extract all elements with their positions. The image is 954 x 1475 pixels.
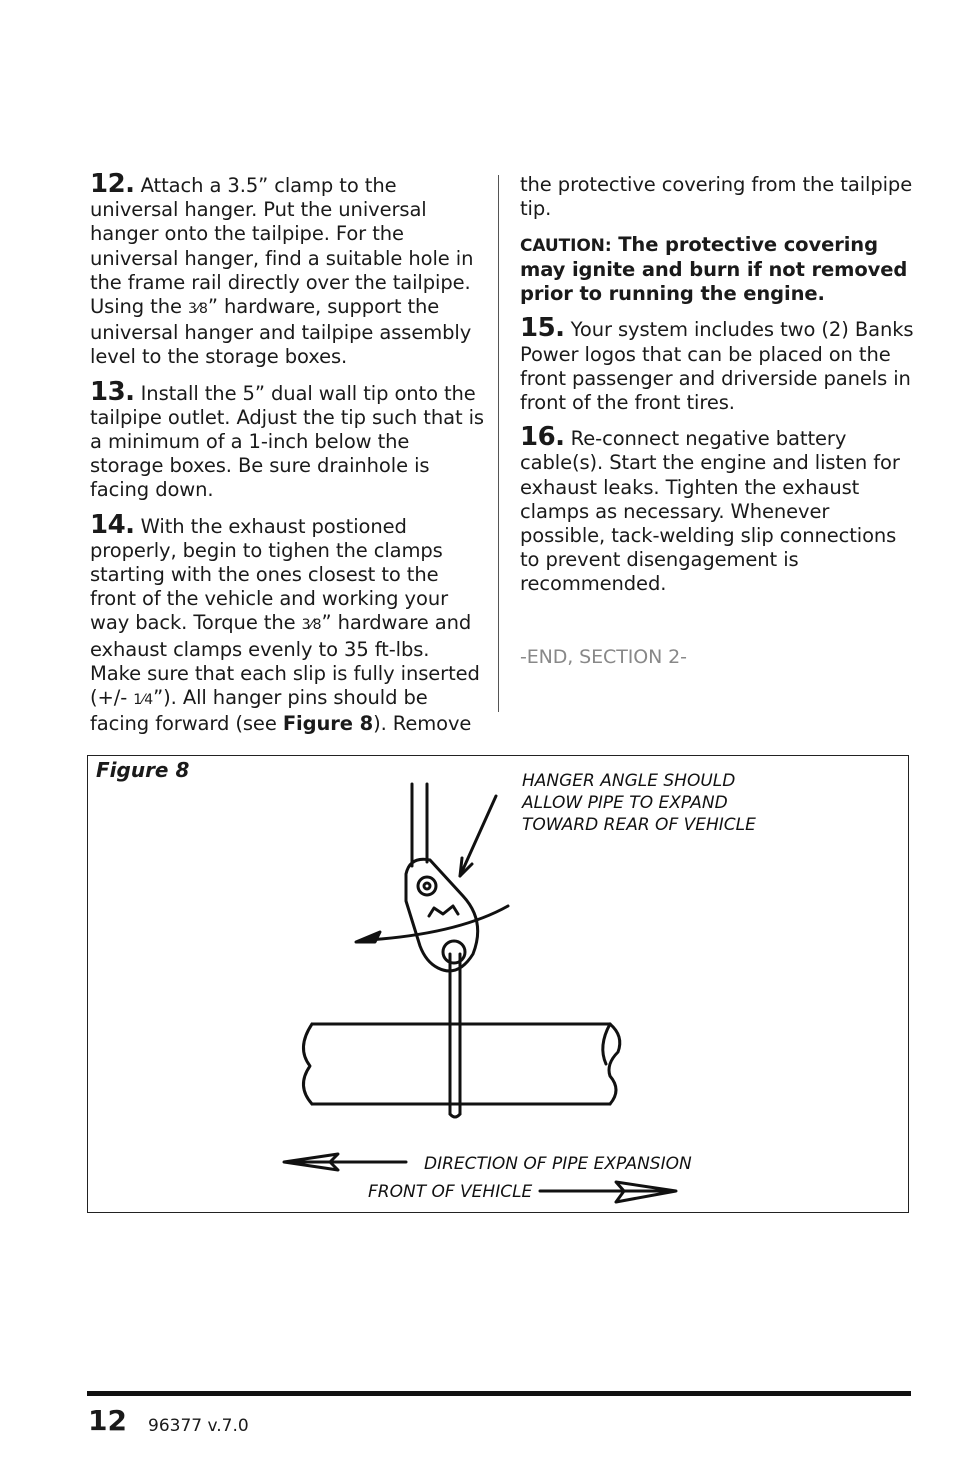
- step-13-text: Install the 5” dual wall tip onto the tailpipe outlet. Adjust the tip such that is a minimum of a 1-inch below the storage boxes. Be sure drainhole is facing down.: [90, 381, 484, 502]
- hanger-notch: [429, 906, 458, 916]
- step-13-number: 13.: [90, 376, 135, 407]
- lower-pin-hole: [443, 941, 465, 963]
- figure-reference: Figure 8: [282, 712, 374, 736]
- right-column: [520, 173, 915, 688]
- figure-8: [87, 755, 909, 1213]
- callout-leader: [460, 796, 496, 876]
- column-divider: [498, 175, 499, 712]
- fraction-three-eighths: 3⁄8: [301, 617, 322, 634]
- pipe-right-end-inner: [603, 1024, 610, 1064]
- callout-line-3: TOWARD REAR OF VEHICLE: [522, 815, 756, 835]
- figure-label: Figure 8: [96, 758, 190, 782]
- step-14-text-1: With the exhaust postioned properly, begin to tighen the clamps starting with the ones closest to the front of the vehicle and working your way back. Torque the: [90, 514, 449, 635]
- step-16-number: 16.: [520, 422, 565, 453]
- step-15-number: 15.: [520, 313, 565, 344]
- step-16: [520, 422, 915, 596]
- step-14-number: 14.: [90, 509, 135, 540]
- caution-note: [520, 233, 915, 306]
- caution-text: The protective covering may ignite and burn if not removed prior to running the engine.: [520, 233, 908, 306]
- step-12: [90, 169, 485, 370]
- step-16-text: Re-connect negative battery cable(s). Start the engine and listen for exhaust leaks. Tighten the exhaust clamps as necessary. Whenever possible, tack-welding slip connections to prevent disengagement is recommended.: [520, 427, 900, 596]
- upper-bolt-hole: [418, 877, 436, 895]
- step-15-text: Your system includes two (2) Banks Power logos that can be placed on the front passenger and driverside panels in front of the front tires.: [520, 318, 914, 415]
- step-12-text-end: ” hardware, support the universal hanger and tailpipe assembly level to the storage boxes.: [90, 295, 472, 369]
- step-12-number: 12.: [90, 169, 135, 199]
- step-14-text-3: ”). All hanger pins should be facing forward (see: [90, 686, 428, 736]
- step-15: [520, 313, 915, 415]
- upper-bolt-center: [424, 883, 430, 889]
- step-12-text: Attach a 3.5” clamp to the universal hanger. Put the universal hanger onto the tailpipe. For the universal hanger, find a suitable hole in the frame rail directly over the tailpipe. Using the: [90, 174, 474, 319]
- pipe-left-end: [303, 1024, 312, 1104]
- callout-line-1: HANGER ANGLE SHOULD: [522, 771, 736, 791]
- expansion-label: DIRECTION OF PIPE EXPANSION: [424, 1154, 692, 1174]
- fraction-three-eighths: 3⁄8: [188, 301, 208, 318]
- left-column: [90, 169, 485, 746]
- step-13: [90, 376, 485, 503]
- fraction-one-quarter: 1⁄4: [133, 692, 154, 709]
- end-section-note: -END, SECTION 2-: [520, 645, 687, 668]
- callout-line-2: ALLOW PIPE TO EXPAND: [522, 793, 728, 813]
- footer-rule: [87, 1391, 911, 1396]
- rotation-arrowhead: [356, 932, 380, 942]
- document-id: 96377 v.7.0: [148, 1416, 249, 1436]
- pipe-right-end: [609, 1024, 620, 1104]
- page-number: 12: [88, 1404, 127, 1437]
- continued-text: the protective covering from the tailpipe tip.: [520, 173, 913, 221]
- step-14-text-2: ” hardware and exhaust clamps evenly to 35 ft-lbs. Make sure that each slip is fully inserted (+/-: [90, 611, 480, 710]
- hanger-illustration: [88, 756, 910, 1214]
- caution-label: CAUTION:: [520, 236, 612, 257]
- hanger-pin-end: [450, 1114, 460, 1117]
- step-14-text-4: ). Remove: [373, 712, 472, 736]
- front-label: FRONT OF VEHICLE: [368, 1182, 533, 1202]
- step-14: [90, 509, 485, 737]
